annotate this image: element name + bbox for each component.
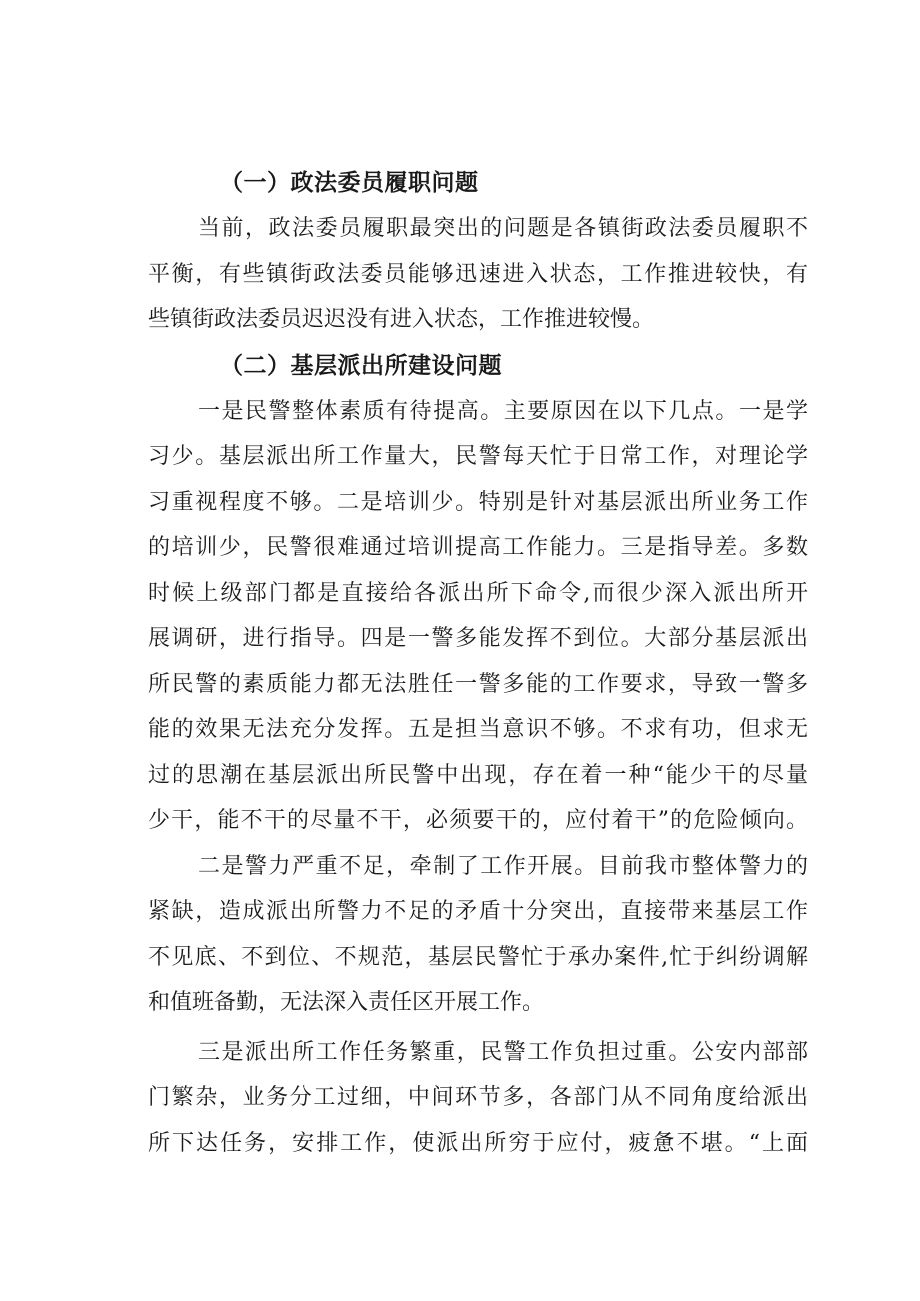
section-heading-2: （二）基层派出所建设问题 [220,351,502,379]
text-line: 过的思潮在基层派出所民警中出现，存在着一种“能少干的尽量 [148,762,808,788]
text-line: 时候上级部门都是直接给各派出所下命令,而很少深入派出所开 [148,580,808,606]
text-line: 和值班备勤，无法深入责任区开展工作。 [148,990,545,1015]
text-line: 不见底、不到位、不规范，基层民警忙于承办案件,忙于纠纷调解 [148,944,808,970]
section-heading-1: （一）政法委员履职问题 [220,169,479,196]
text-line: 所下达任务，安排工作，使派出所穷于应付，疲惫不堪。“上面 [148,1130,808,1156]
paragraph-s2-2 [148,844,808,1026]
paragraph-s2-1 [148,389,808,844]
text-line: 紧缺，造成派出所警力不足的矛盾十分突出，直接带来基层工作 [148,899,808,924]
text-line: 展调研，进行指导。四是一警多能发挥不到位。大部分基层派出 [148,626,808,651]
text-line: 少干，能不干的尽量不干，必须要干的，应付着干”的危险倾向。 [148,808,808,833]
document-body [148,160,808,1166]
paragraph-s1-1 [148,206,808,343]
text-line: 习重视程度不够。二是培训少。特别是针对基层派出所业务工作 [148,489,808,515]
paragraph-s2-3 [148,1030,808,1167]
text-line: 些镇街政法委员迟迟没有进入状态，工作推进较慢。 [148,307,655,332]
text-line: 习少。基层派出所工作量大，民警每天忙于日常工作，对理论学 [148,444,808,469]
text-line: 三是派出所工作任务繁重，民警工作负担过重。公安内部部 [198,1039,808,1065]
text-line: 所民警的素质能力都无法胜任一警多能的工作要求，导致一警多 [148,671,808,697]
text-line: 当前，政法委员履职最突出的问题是各镇街政法委员履职不 [198,216,808,241]
text-line: 的培训少，民警很难通过培训提高工作能力。三是指导差。多数 [148,535,808,560]
text-line: 一是民警整体素质有待提高。主要原因在以下几点。一是学 [198,398,808,424]
text-line: 二是警力严重不足，牵制了工作开展。目前我市整体警力的 [198,853,808,879]
text-line: 门繁杂，业务分工过细，中间环节多，各部门从不同角度给派出 [148,1085,808,1110]
text-line: 能的效果无法充分发挥。五是担当意识不够。不求有功，但求无 [148,717,808,742]
text-line: 平衡，有些镇街政法委员能够迅速进入状态，工作推进较快，有 [148,261,808,287]
